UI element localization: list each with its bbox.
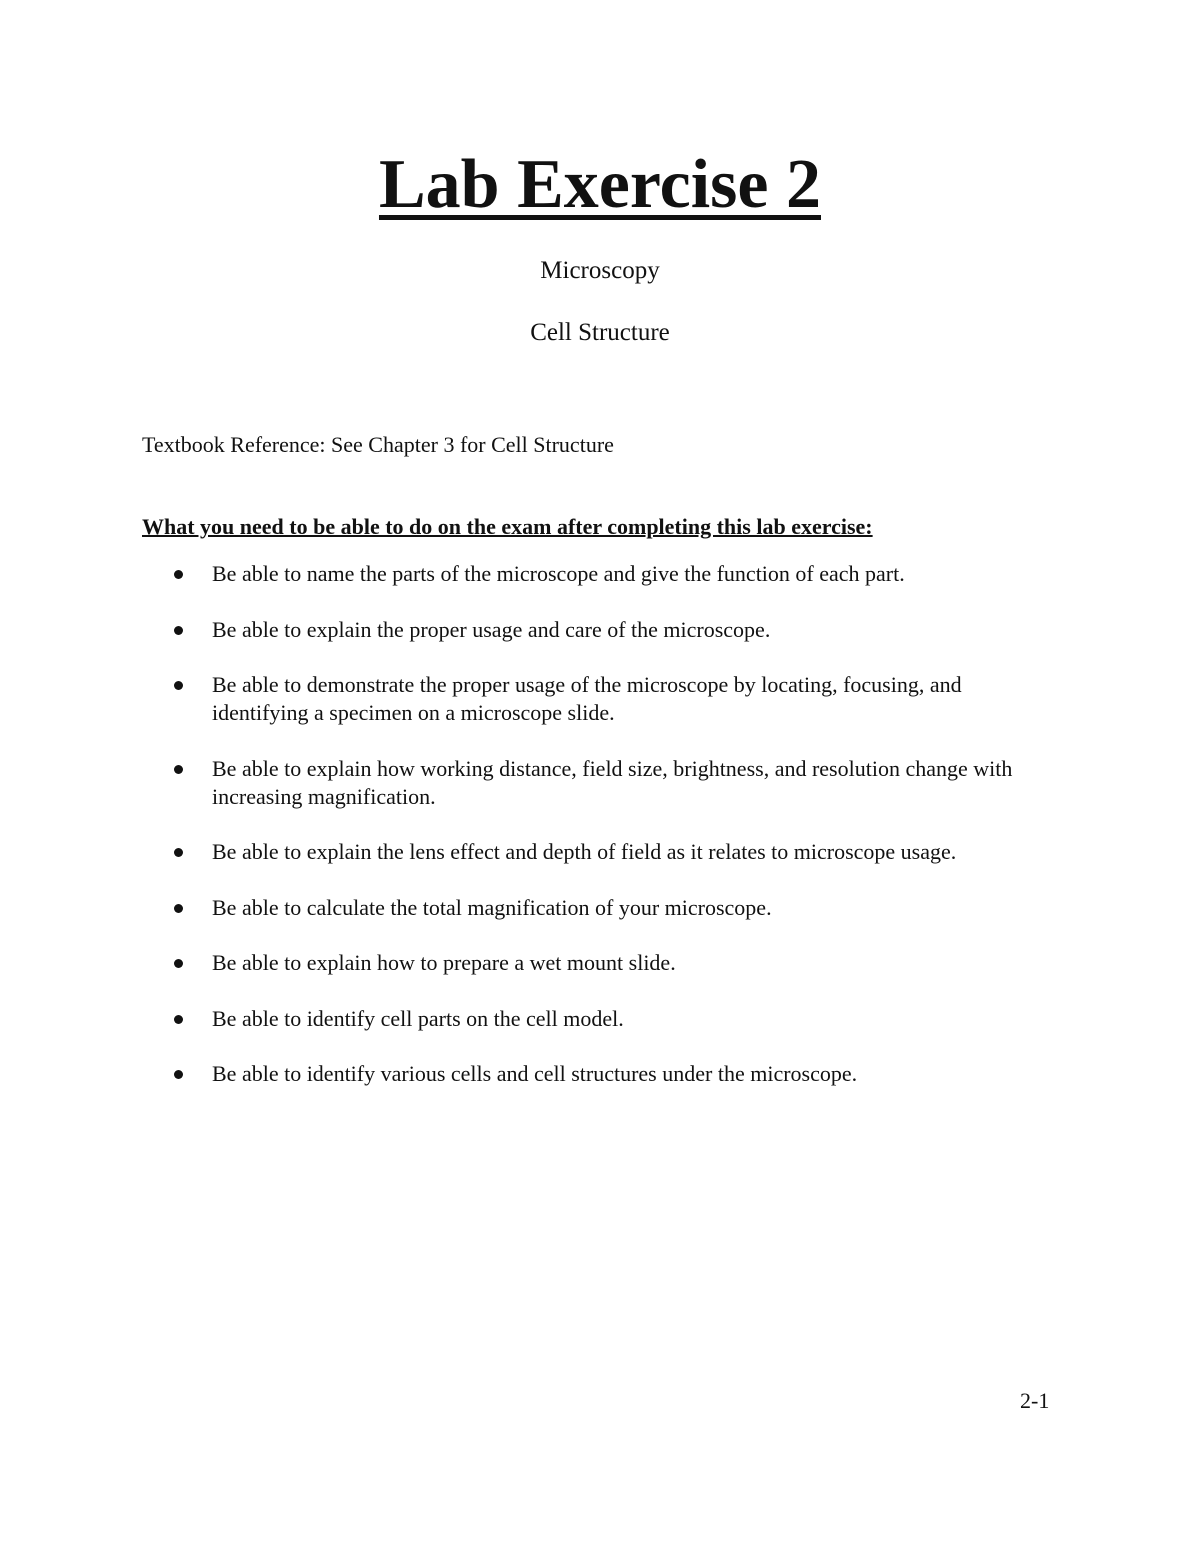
page-title-text: Lab Exercise 2 — [378, 146, 821, 223]
objectives-list — [170, 560, 1050, 1116]
objective-text: Be able to explain the proper usage and care of the microscope. — [212, 616, 771, 642]
objective-text: Be able to explain the lens effect and depth of field as it relates to microscope usage. — [212, 839, 957, 864]
bullet-icon — [174, 681, 183, 690]
objective-item — [170, 616, 1050, 644]
bullet-icon — [174, 626, 183, 635]
objective-item — [170, 1005, 1050, 1033]
bullet-icon — [174, 1015, 183, 1024]
subtitle-microscopy: Microscopy — [540, 257, 660, 284]
bullet-icon — [174, 1070, 183, 1079]
subtitle-cell-structure: Cell Structure — [530, 319, 670, 346]
objective-text: Be able to identify various cells and cell structures under the microscope. — [212, 1061, 858, 1086]
objective-text: Be able to calculate the total magnification of your microscope. — [212, 894, 772, 920]
objectives-heading: What you need to be able to do on the exam after completing this lab exercise: — [142, 514, 873, 539]
objective-item — [170, 671, 1050, 727]
objective-text: Be able to name the parts of the microscope and give the function of each part. — [212, 561, 905, 586]
objective-item — [170, 838, 1050, 866]
bullet-icon — [174, 959, 183, 968]
bullet-icon — [174, 765, 183, 774]
textbook-reference: Textbook Reference: See Chapter 3 for Cell Structure — [142, 432, 614, 457]
bullet-icon — [174, 904, 183, 913]
page-title — [0, 140, 1200, 230]
page-number: 2-1 — [1020, 1388, 1050, 1413]
objective-item — [170, 949, 1050, 977]
bullet-icon — [174, 848, 183, 857]
objective-item — [170, 755, 1050, 811]
objective-text: Be able to demonstrate the proper usage of the microscope by locating, focusing, and identifying a specimen on a microscope slide. — [212, 672, 962, 725]
objective-text: Be able to explain how working distance, field size, brightness, and resolution change with increasing magnification. — [212, 755, 1013, 809]
objective-item — [170, 560, 1050, 588]
objective-item — [170, 894, 1050, 922]
bullet-icon — [174, 570, 183, 579]
objective-text: Be able to explain how to prepare a wet mount slide. — [212, 950, 676, 975]
objective-item — [170, 1060, 1050, 1088]
objective-text: Be able to identify cell parts on the cell model. — [212, 1005, 624, 1031]
